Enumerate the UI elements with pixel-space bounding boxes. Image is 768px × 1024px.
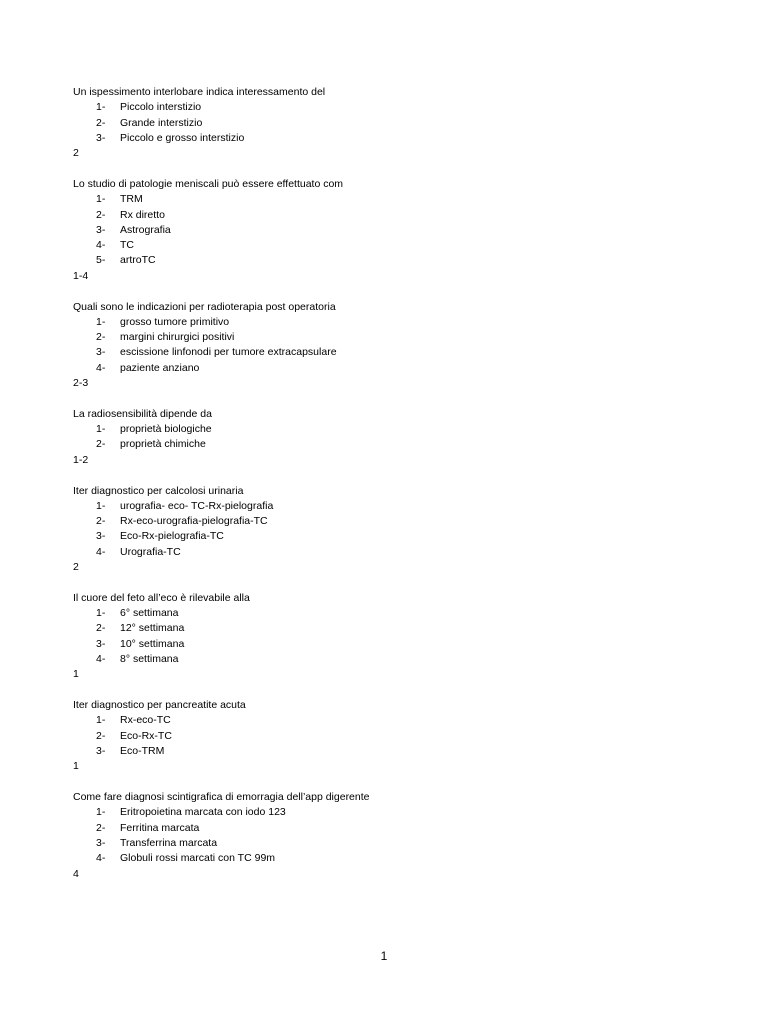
option-number: 1- [96,101,106,114]
answer-text: 1-4 [73,269,89,282]
option-label: 6° settimana [120,607,179,620]
option-label: urografia- eco- TC-Rx-pielografia [120,499,274,512]
question-text: Iter diagnostico per calcolosi urinaria [73,484,244,497]
option-label: Eco-TRM [120,744,165,757]
option-item [73,422,713,437]
option-number: 2- [96,515,106,528]
option-number: 3- [96,836,106,849]
option-label: escissione linfonodi per tumore extracapsulare [120,346,337,359]
question-block [73,790,713,882]
option-label: Globuli rossi marcati con TC 99m [120,852,276,865]
option-number: 3- [96,744,106,757]
answer-text: 2 [73,147,79,160]
option-label: proprietà biologiche [120,423,212,436]
option-number: 2- [96,729,106,742]
option-label: Piccolo e grosso interstizio [120,131,245,144]
answer-text: 1-2 [73,453,89,466]
option-item [73,744,713,759]
question-block [73,85,713,161]
option-label: paziente anziano [120,361,200,374]
option-number: 4- [96,545,106,558]
question-block [73,407,713,468]
question-text: Il cuore del feto all’eco è rilevabile alla [73,591,250,604]
answer-text: 1 [73,760,79,773]
option-label: Urografia-TC [120,545,181,558]
option-item [73,116,713,131]
option-item [73,637,713,652]
option-label: 10° settimana [120,637,185,650]
option-label: Piccolo interstizio [120,101,202,114]
page-number: 1 [380,949,388,963]
option-item [73,606,713,621]
option-number: 1- [96,423,106,436]
option-item [73,223,713,238]
option-item [73,361,713,376]
option-number: 1- [96,499,106,512]
option-item [73,529,713,544]
option-item [73,652,713,667]
question-text: Un ispessimento interlobare indica interessamento del [73,86,326,98]
option-item [73,208,713,223]
option-label: TRM [120,193,143,206]
option-number: 3- [96,346,106,359]
option-number: 2- [96,438,106,451]
option-item [73,836,713,851]
option-item [73,821,713,836]
option-number: 2- [96,622,106,635]
option-item [73,100,713,115]
option-number: 3- [96,223,106,236]
option-number: 4- [96,239,106,252]
option-label: Rx-eco-TC [120,714,171,727]
question-text: Lo studio di patologie meniscali può essere effettuato com [73,177,344,190]
option-item [73,192,713,207]
question-text: Come fare diagnosi scintigrafica di emorragia dell’app digerente [73,791,370,804]
option-number: 1- [96,607,106,620]
option-number: 2- [96,821,106,834]
option-label: grosso tumore primitivo [120,315,230,328]
option-item [73,713,713,728]
question-text: Quali sono le indicazioni per radioterapia post operatoria [73,300,336,313]
question-block [73,177,713,284]
option-item [73,315,713,330]
option-item [73,621,713,636]
option-number: 1- [96,714,106,727]
answer-text: 1 [73,668,79,681]
option-number: 4- [96,653,106,665]
option-number: 5- [96,254,106,267]
option-number: 4- [96,852,106,865]
option-label: Eco-Rx-TC [120,729,172,742]
option-label: margini chirurgici positivi [120,331,235,344]
option-label: Eco-Rx-pielografia-TC [120,530,224,543]
option-number: 1- [96,806,106,819]
question-block [73,484,713,576]
option-label: Eritropoietina marcata con iodo 123 [120,806,286,819]
option-item [73,729,713,744]
question-block [73,300,713,392]
option-label: Rx diretto [120,208,165,221]
question-list [73,85,713,897]
option-label: Rx-eco-urografia-pielografia-TC [120,515,268,528]
option-number: 3- [96,530,106,543]
option-label: proprietà chimiche [120,438,206,451]
option-label: Ferritina marcata [120,821,200,834]
option-item [73,545,713,560]
option-item [73,253,713,268]
option-number: 2- [96,208,106,221]
question-block [73,591,713,683]
option-item [73,805,713,820]
option-label: artroTC [120,254,156,267]
option-item [73,238,713,253]
option-label: 12° settimana [120,622,185,635]
option-item [73,437,713,452]
question-text: Iter diagnostico per pancreatite acuta [73,699,246,712]
question-text: La radiosensibilità dipende da [73,407,212,420]
option-item [73,330,713,345]
option-item [73,345,713,360]
question-block [73,698,713,774]
option-label: Astrografia [120,223,171,236]
option-item [73,499,713,514]
option-item [73,131,713,146]
answer-text: 2 [73,561,79,574]
option-item [73,851,713,866]
option-number: 3- [96,637,106,650]
option-label: Transferrina marcata [120,836,218,849]
option-item [73,514,713,529]
option-number: 1- [96,193,106,206]
option-label: TC [120,239,134,252]
option-number: 2- [96,331,106,344]
option-number: 4- [96,361,106,374]
option-label: Grande interstizio [120,116,203,129]
option-label: 8° settimana [120,653,179,665]
answer-text: 2-3 [73,377,89,390]
option-number: 2- [96,116,106,129]
option-number: 3- [96,131,106,144]
answer-text: 4 [73,867,79,880]
option-number: 1- [96,315,106,328]
